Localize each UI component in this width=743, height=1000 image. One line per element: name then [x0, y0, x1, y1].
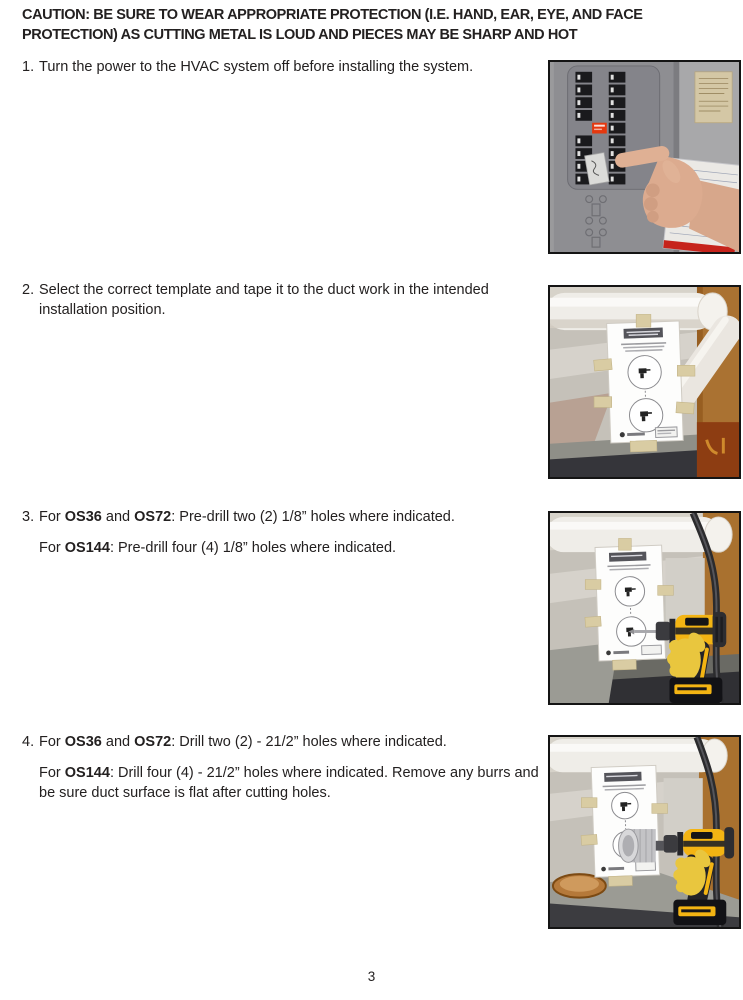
text-segment: For — [39, 734, 65, 750]
step-paragraph — [22, 764, 539, 803]
copper-duct — [553, 874, 606, 898]
text-segment: and — [101, 509, 135, 525]
step-number: 2. — [22, 282, 35, 298]
figure-step-4 — [548, 735, 741, 929]
figure-step-3 — [548, 511, 741, 705]
step-1 — [22, 58, 539, 89]
text-segment: : Pre-drill two (2) 1/8” holes where indicated. — [171, 509, 455, 525]
figure-step-2 — [548, 285, 741, 479]
step-4 — [22, 733, 539, 815]
caution-header: CAUTION: BE SURE TO WEAR APPROPRIATE PROTECTION (I.E. HAND, EAR, EYE, AND FACE PROTECTION) AS CUTTING METAL IS LOUD AND PIECES MAY BE SHARP AND HOT — [22, 7, 643, 43]
step-paragraph — [22, 281, 539, 320]
panel-notice-paper — [695, 72, 732, 123]
text-segment: For — [39, 509, 65, 525]
model-name: OS36 — [64, 734, 102, 750]
breaker-panel-illustration — [550, 62, 739, 252]
red-breaker-label — [592, 123, 607, 134]
text-segment: Select the correct template and tape it to the duct work in the intended installation position. — [39, 282, 489, 318]
step-paragraph — [22, 58, 539, 78]
battery-icon — [673, 900, 726, 925]
model-name: OS36 — [64, 509, 102, 525]
text-segment: Turn the power to the HVAC system off before installing the system. — [39, 59, 474, 75]
text-segment: For — [39, 765, 65, 781]
page-number: 3 — [367, 969, 376, 984]
text-segment: and — [101, 734, 135, 750]
hole-saw-illustration — [550, 737, 739, 927]
step-number: 1. — [22, 59, 35, 75]
step-number: 4. — [22, 734, 35, 750]
text-segment: For — [39, 540, 65, 556]
model-name: OS72 — [134, 734, 172, 750]
text-segment: : Drill two (2) - 21/2” holes where indicated. — [171, 734, 447, 750]
step-3 — [22, 508, 539, 570]
template-paper — [595, 545, 666, 661]
text-segment: : Drill four (4) - 21/2” holes where indicated. Remove any burrs and be sure duct surface is flat after cutting holes. — [39, 765, 539, 801]
battery-icon — [669, 678, 722, 703]
step-2 — [22, 281, 539, 332]
pre-drill-illustration — [550, 513, 739, 703]
template-taped-illustration — [550, 287, 739, 477]
template-paper — [607, 321, 684, 443]
text-segment: : Pre-drill four (4) 1/8” holes where indicated. — [109, 540, 397, 556]
step-paragraph — [22, 539, 539, 559]
model-name: OS144 — [64, 765, 110, 781]
step-paragraph — [22, 733, 539, 753]
model-name: OS144 — [64, 540, 110, 556]
model-name: OS72 — [134, 509, 172, 525]
step-number: 3. — [22, 509, 35, 525]
orange-sign — [697, 422, 739, 477]
figure-step-1 — [548, 60, 741, 254]
step-paragraph — [22, 508, 539, 528]
